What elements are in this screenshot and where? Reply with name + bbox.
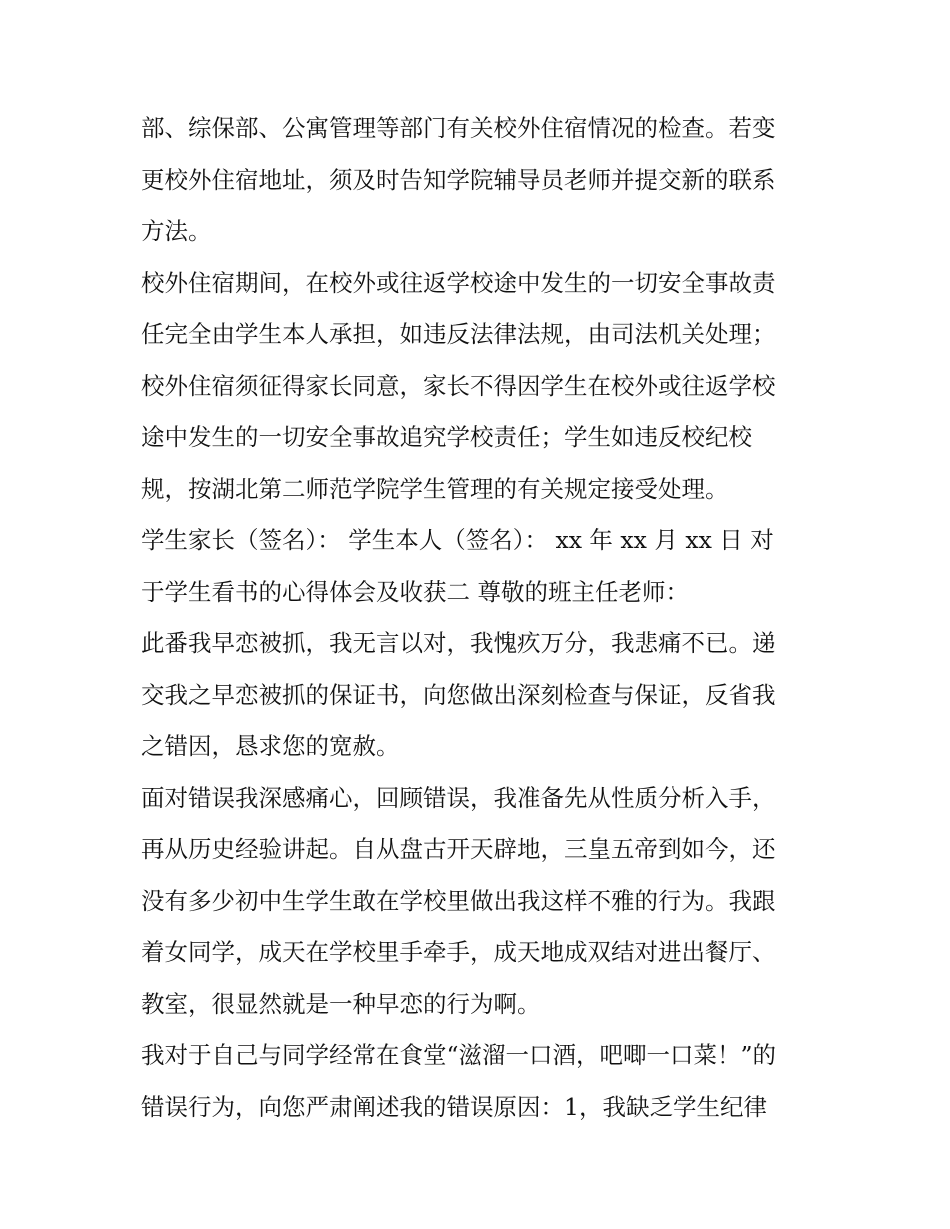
text-line: 途中发生的一切安全事故追究学校责任；学生如违反校纪校 bbox=[141, 423, 752, 451]
text-line: 规，按湖北第二师范学院学生管理的有关规定接受处理。 bbox=[141, 474, 729, 503]
text-line: 错误行为，向您严肃阐述我的错误原因：1，我缺乏学生纪律 bbox=[141, 1092, 767, 1121]
text-line: 交我之早恋被抓的保证书，向您做出深刻检查与保证，反省我 bbox=[141, 680, 776, 709]
text-line: 再从历史经验讲起。自从盘古开天辟地，三皇五帝到如今，还 bbox=[141, 835, 776, 863]
text-line: 此番我早恋被抓，我无言以对，我愧疚万分，我悲痛不已。递 bbox=[141, 629, 776, 657]
text-line: 方法。 bbox=[141, 217, 212, 245]
text-line: 着女同学，成天在学校里手牵手，成天地成双结对进出餐厅、 bbox=[141, 938, 776, 966]
text-line: 我对于自己与同学经常在食堂“滋溜一口酒，吧唧一口菜！”的 bbox=[141, 1041, 777, 1069]
text-line: 更校外住宿地址，须及时告知学院辅导员老师并提交新的联系 bbox=[141, 165, 776, 194]
text-line: 部、综保部、公寓管理等部门有关校外住宿情况的检查。若变 bbox=[141, 114, 776, 142]
text-line: 学生家长（签名）： 学生本人（签名）： xx 年 xx 月 xx 日 对 bbox=[141, 526, 774, 554]
text-line: 教室，很显然就是一种早恋的行为啊。 bbox=[141, 989, 541, 1018]
text-line: 之错因，恳求您的宽赦。 bbox=[141, 732, 400, 760]
text-line: 校外住宿期间，在校外或往返学校途中发生的一切安全事故责 bbox=[141, 268, 776, 297]
text-line: 没有多少初中生学生敢在学校里做出我这样不雅的行为。我跟 bbox=[141, 886, 776, 915]
text-line: 校外住宿须征得家长同意，家长不得因学生在校外或往返学校 bbox=[141, 371, 776, 400]
text-line: 任完全由学生本人承担，如违反法律法规，由司法机关处理； bbox=[141, 320, 776, 348]
text-line: 面对错误我深感痛心，回顾错误，我准备先从性质分析入手， bbox=[141, 783, 776, 812]
text-line: 于学生看书的心得体会及收获二 尊敬的班主任老师： bbox=[141, 577, 689, 606]
document-body bbox=[141, 103, 821, 1133]
